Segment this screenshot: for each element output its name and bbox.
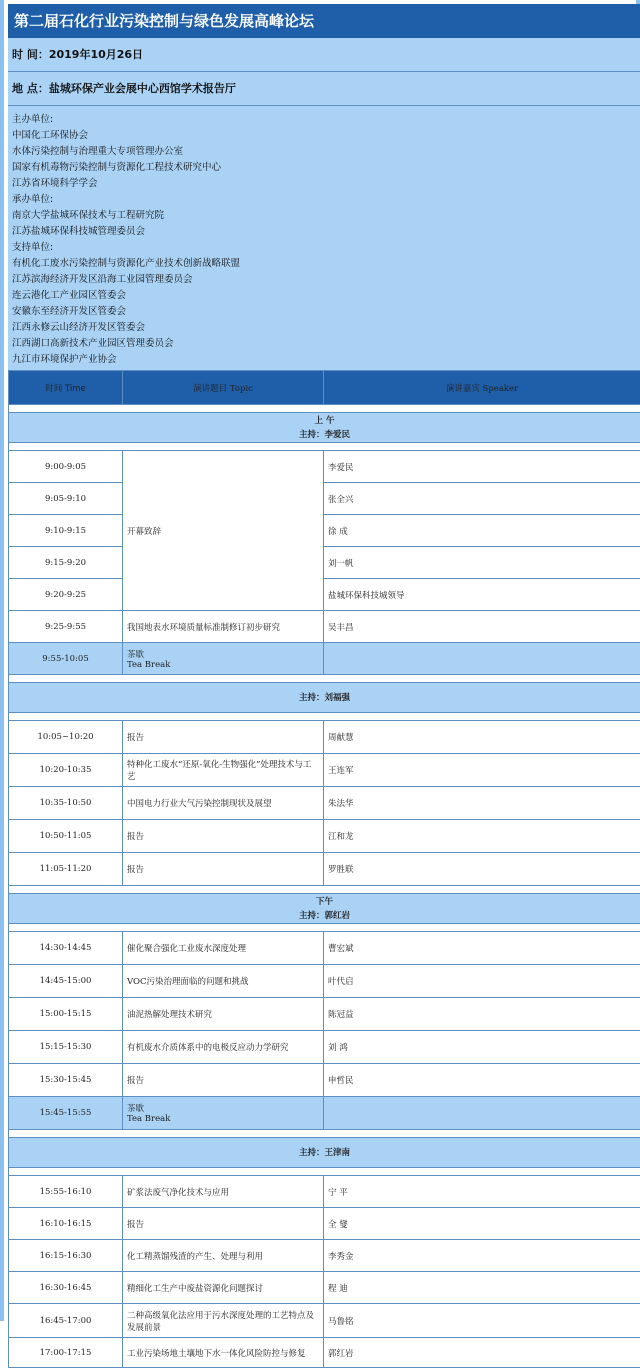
- topic-cell: 二种高级氧化法应用于污水深度处理的工艺特点及发展前景: [123, 1304, 324, 1338]
- topic-cell: 开幕致辞: [123, 451, 324, 611]
- topic-cell: 精细化工生产中废盐资源化问题探讨: [123, 1272, 324, 1304]
- time-cell: 16:10-16:15: [9, 1208, 123, 1240]
- time-cell: 9:10-9:15: [9, 515, 123, 547]
- spacer: [9, 886, 640, 894]
- table-row: [9, 853, 640, 886]
- topic-cell: 报告: [123, 721, 324, 754]
- speaker-cell: 刘 鸿: [324, 1031, 640, 1064]
- header-speaker: 演讲嘉宾 Speaker: [324, 371, 640, 405]
- speaker-cell: 吴丰昌: [324, 611, 640, 643]
- time-cell: 10:35-10:50: [9, 787, 123, 820]
- speaker-cell: 徐 成: [324, 515, 640, 547]
- topic-cell: 我国地表水环境质量标准制修订初步研究: [123, 611, 324, 643]
- organizer-line: 支持单位:: [12, 240, 636, 256]
- topic-cell: 报告: [123, 820, 324, 853]
- session-host: 主持：郭红岩: [13, 909, 636, 923]
- speaker-cell: 马鲁铭: [324, 1304, 640, 1338]
- section-afternoon: [9, 894, 640, 924]
- table-row: [9, 483, 640, 515]
- session-host: 主持：刘福强: [9, 683, 640, 713]
- topic-cell: 报告: [123, 1208, 324, 1240]
- organizer-line: 江苏省环境科学学会: [12, 176, 636, 192]
- table-row: [9, 721, 640, 754]
- speaker-cell: 宁 平: [324, 1176, 640, 1208]
- spacer: [9, 443, 640, 451]
- table-row: [9, 1176, 640, 1208]
- table-row: [9, 579, 640, 611]
- organizer-line: 国家有机毒物污染控制与资源化工程技术研究中心: [12, 160, 636, 176]
- tea-break-en: Tea Break: [127, 1114, 319, 1124]
- section-morning: [9, 413, 640, 443]
- tea-break-cn: 茶歇: [127, 1102, 319, 1114]
- tea-break-cn: 茶歇: [127, 648, 319, 660]
- header-time: 时间 Time: [9, 371, 123, 405]
- session-host: 主持：王津南: [9, 1138, 640, 1168]
- table-row: [9, 515, 640, 547]
- speaker-cell: 王连军: [324, 754, 640, 787]
- organizer-line: 连云港化工产业园区管委会: [12, 288, 636, 304]
- topic-cell: 报告: [123, 853, 324, 886]
- time-cell: 10:05~10:20: [9, 721, 123, 754]
- time-cell: 15:45-15:55: [9, 1097, 123, 1130]
- organizer-line: 承办单位:: [12, 192, 636, 208]
- session-label: 下午: [13, 895, 636, 909]
- forum-title: 第二届石化行业污染控制与绿色发展高峰论坛: [8, 4, 640, 38]
- tea-break-en: Tea Break: [127, 660, 319, 670]
- table-row: [9, 754, 640, 787]
- spacer: [9, 675, 640, 683]
- header-topic: 演讲题目 Topic: [123, 371, 324, 405]
- table-row: [9, 787, 640, 820]
- time-cell: 11:05-11:20: [9, 853, 123, 886]
- speaker-cell: [324, 643, 640, 675]
- time-cell: 9:55-10:05: [9, 643, 123, 675]
- speaker-cell: 申哲民: [324, 1064, 640, 1097]
- topic-cell: 报告: [123, 1064, 324, 1097]
- speaker-cell: 朱法华: [324, 787, 640, 820]
- session-host: 主持：李爱民: [13, 428, 636, 442]
- topic-cell: 催化聚合强化工业废水深度处理: [123, 932, 324, 965]
- organizer-line: 江苏盐城环保科技城管理委员会: [12, 224, 636, 240]
- speaker-cell: 盐城环保科技城领导: [324, 579, 640, 611]
- speaker-cell: 郭红岩: [324, 1338, 640, 1368]
- time-cell: 15:00-15:15: [9, 998, 123, 1031]
- time-cell: 9:25-9:55: [9, 611, 123, 643]
- topic-cell: 特种化工废水“还原-氧化-生物强化”处理技术与工艺: [123, 754, 324, 787]
- organizer-line: 南京大学盐城环保技术与工程研究院: [12, 208, 636, 224]
- speaker-cell: 陈冠益: [324, 998, 640, 1031]
- tea-break-row: [9, 643, 640, 675]
- time-cell: 16:45-17:00: [9, 1304, 123, 1338]
- table-row: [9, 611, 640, 643]
- table-row: [9, 965, 640, 998]
- table-row: [9, 1208, 640, 1240]
- speaker-cell: 李爱民: [324, 451, 640, 483]
- table-row: [9, 547, 640, 579]
- organizer-line: 水体污染控制与治理重大专项管理办公室: [12, 144, 636, 160]
- speaker-cell: 全 燮: [324, 1208, 640, 1240]
- table-row: [9, 820, 640, 853]
- speaker-cell: 李秀金: [324, 1240, 640, 1272]
- speaker-cell: 张全兴: [324, 483, 640, 515]
- time-cell: 9:00-9:05: [9, 451, 123, 483]
- time-cell: 10:50-11:05: [9, 820, 123, 853]
- speaker-cell: 罗胜联: [324, 853, 640, 886]
- spacer: [9, 713, 640, 721]
- topic-cell: 油泥热解处理技术研究: [123, 998, 324, 1031]
- time-cell: 17:00-17:15: [9, 1338, 123, 1368]
- table-row: [9, 451, 640, 483]
- organizer-line: 中国化工环保协会: [12, 128, 636, 144]
- organizer-line: 安徽东至经济开发区管委会: [12, 304, 636, 320]
- time-cell: 9:15-9:20: [9, 547, 123, 579]
- session-label: 上 午: [13, 414, 636, 428]
- table-header-row: [9, 371, 640, 405]
- speaker-cell: [324, 1097, 640, 1130]
- time-cell: 16:30-16:45: [9, 1272, 123, 1304]
- time-cell: 15:15-15:30: [9, 1031, 123, 1064]
- table-row: [9, 932, 640, 965]
- organizer-line: 江苏滨海经济开发区沿海工业园管理委员会: [12, 272, 636, 288]
- organizer-line: 有机化工废水污染控制与资源化产业技术创新战略联盟: [12, 256, 636, 272]
- topic-cell: VOC污染治理面临的问题和挑战: [123, 965, 324, 998]
- time-cell: 10:20-10:35: [9, 754, 123, 787]
- topic-cell: 化工精蒸馏残渣的产生、处理与利用: [123, 1240, 324, 1272]
- table-row: [9, 998, 640, 1031]
- spacer: [9, 405, 640, 413]
- time-cell: 9:05-9:10: [9, 483, 123, 515]
- topic-cell: 有机废水介质体系中的电极反应动力学研究: [123, 1031, 324, 1064]
- section-host-2: [9, 683, 640, 713]
- speaker-cell: 江和龙: [324, 820, 640, 853]
- organizers-block: [8, 106, 640, 370]
- table-row: [9, 1272, 640, 1304]
- time-cell: 16:15-16:30: [9, 1240, 123, 1272]
- table-row: [9, 1338, 640, 1368]
- section-host-4: [9, 1138, 640, 1168]
- table-row: [9, 1064, 640, 1097]
- organizer-line: 九江市环境保护产业协会: [12, 352, 636, 368]
- schedule-table: [8, 370, 640, 1368]
- time-line: 时 间：2019年10月26日: [8, 38, 640, 72]
- place-line: 地 点：盐城环保产业会展中心西馆学术报告厅: [8, 72, 640, 106]
- spacer: [9, 1130, 640, 1138]
- organizer-line: 江西湖口高新技术产业园区管理委员会: [12, 336, 636, 352]
- speaker-cell: 程 迪: [324, 1272, 640, 1304]
- topic-cell: 矿浆法废气净化技术与应用: [123, 1176, 324, 1208]
- time-cell: 9:20-9:25: [9, 579, 123, 611]
- time-cell: 14:30-14:45: [9, 932, 123, 965]
- tea-break-row: [9, 1097, 640, 1130]
- time-cell: 15:30-15:45: [9, 1064, 123, 1097]
- table-row: [9, 1240, 640, 1272]
- speaker-cell: 周献慧: [324, 721, 640, 754]
- time-cell: 15:55-16:10: [9, 1176, 123, 1208]
- organizer-line: 江西永修云山经济开发区管委会: [12, 320, 636, 336]
- spacer: [9, 1168, 640, 1176]
- speaker-cell: 刘一帆: [324, 547, 640, 579]
- topic-cell: [123, 1097, 324, 1130]
- speaker-cell: 叶代启: [324, 965, 640, 998]
- table-row: [9, 1031, 640, 1064]
- organizer-line: 主办单位:: [12, 112, 636, 128]
- topic-cell: 工业污染场地土壤地下水一体化风险防控与修复: [123, 1338, 324, 1368]
- speaker-cell: 曹宏斌: [324, 932, 640, 965]
- topic-cell: [123, 643, 324, 675]
- spacer: [9, 924, 640, 932]
- topic-cell: 中国电力行业大气污染控制现状及展望: [123, 787, 324, 820]
- time-cell: 14:45-15:00: [9, 965, 123, 998]
